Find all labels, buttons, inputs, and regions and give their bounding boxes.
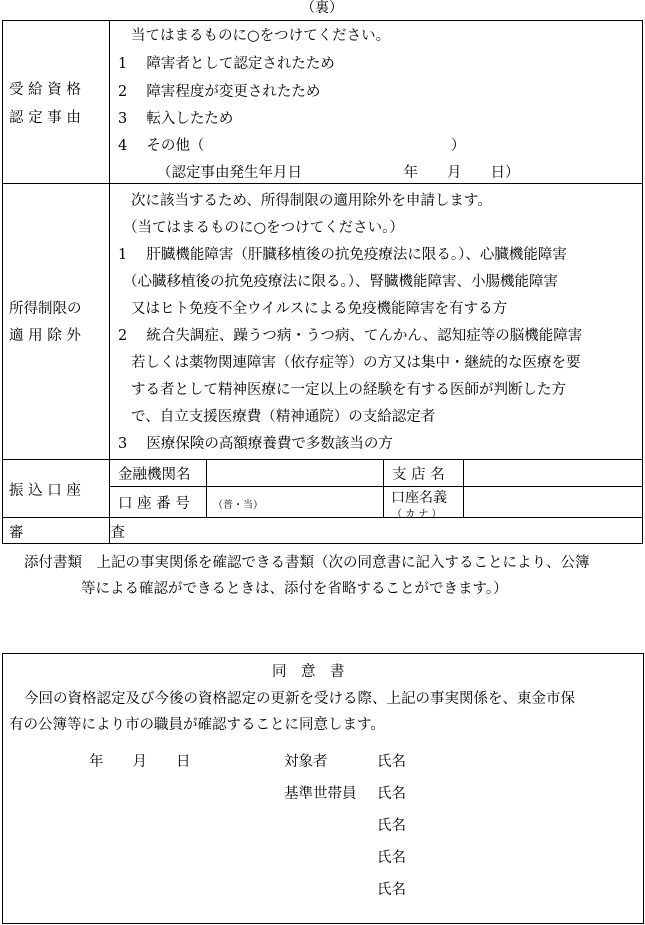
exemption-line-8: する者として精神医療に一定以上の経験を有する医師が判断した方 [131, 382, 566, 398]
account-type-hint: （普・当） [213, 500, 263, 511]
consent-body-line2: 有の公簿等により市の職員が確認することに同意します。 [9, 717, 385, 733]
exemption-label-line2: 適 用 除 外 [9, 328, 81, 344]
attachment-note-line1: 添付書類 上記の事実関係を確認できる書類（次の同意書に記入することにより、公簿 [24, 555, 590, 571]
reason-label-line1: 受 給 資 格 [9, 82, 81, 98]
consent-name-label-2: 氏名 [377, 786, 406, 802]
exemption-line-4: （心臓移植後の抗免疫療法に限る。）、腎臓機能障害、小腸機能障害 [123, 274, 558, 290]
branch-label: 支 店 名 [392, 467, 445, 483]
account-holder-label: 口座名義 [391, 490, 447, 506]
account-number-label: 口 座 番 号 [118, 496, 190, 512]
reason-item-3: 3 転入したため [118, 111, 234, 127]
consent-household-label: 基準世帯員 [284, 786, 357, 802]
exemption-line-9: で、自立支援医療費（精神通院）の支給認定者 [131, 409, 436, 425]
consent-body-line1: 今回の資格認定及び今後の資格認定の更新を受ける際、上記の事実関係を、東金市保 [24, 691, 575, 707]
consent-name-label-1: 氏名 [377, 754, 406, 770]
consent-date-label: 年 月 日 [89, 754, 191, 770]
account-number-field[interactable] [207, 487, 383, 517]
kana-hint: （ カ ナ ） [392, 509, 442, 520]
bank-name-field[interactable] [207, 460, 383, 486]
account-holder-field[interactable] [464, 487, 642, 517]
page-heading: （裏） [301, 0, 343, 16]
reason-instruction: 当てはまるものに○をつけてください。 [131, 28, 391, 44]
exemption-label-line1: 所得制限の [9, 301, 82, 317]
reason-item-4: 4 その他（ ） [118, 138, 466, 154]
consent-name-label-4: 氏名 [377, 850, 406, 866]
exemption-line-2: （当てはまるものに○をつけてください。） [123, 220, 404, 236]
exemption-line-3: 1 肝臓機能障害（肝臓移植後の抗免疫療法に限る。）、心臓機能障害 [118, 247, 567, 263]
attachment-note-line2: 等による確認ができるときは、添付を省略することができます。） [81, 581, 508, 597]
branch-field[interactable] [464, 460, 642, 486]
bank-name-label: 金融機関名 [118, 467, 191, 483]
exemption-line-10: 3 医療保険の高額療養費で多数該当の方 [118, 436, 393, 452]
review-label: 審 査 [9, 525, 125, 541]
consent-subject-label: 対象者 [284, 754, 328, 770]
exemption-line-7: 若しくは薬物関連障害（依存症等）の方又は集中・継続的な医療を要 [131, 355, 581, 371]
exemption-line-1: 次に該当するため、所得制限の適用除外を申請します。 [131, 193, 492, 209]
consent-name-label-5: 氏名 [377, 882, 406, 898]
reason-item-1: 1 障害者として認定されたため [118, 56, 335, 72]
reason-item-2: 2 障害程度が変更されたため [118, 84, 321, 100]
consent-name-label-3: 氏名 [377, 818, 406, 834]
exemption-line-6: 2 統合失調症、躁うつ病・うつ病、てんかん、認知症等の脳機能障害 [118, 328, 583, 344]
consent-title: 同 意 書 [272, 664, 345, 680]
reason-date-line: （認定事由発生年月日 年 月 日） [157, 165, 520, 181]
exemption-line-5: 又はヒト免疫不全ウイルスによる免疫機能障害を有する方 [131, 301, 508, 317]
bank-section-label: 振 込 口 座 [9, 483, 81, 499]
reason-label-line2: 認 定 事 由 [9, 110, 81, 126]
review-field [110, 518, 642, 543]
